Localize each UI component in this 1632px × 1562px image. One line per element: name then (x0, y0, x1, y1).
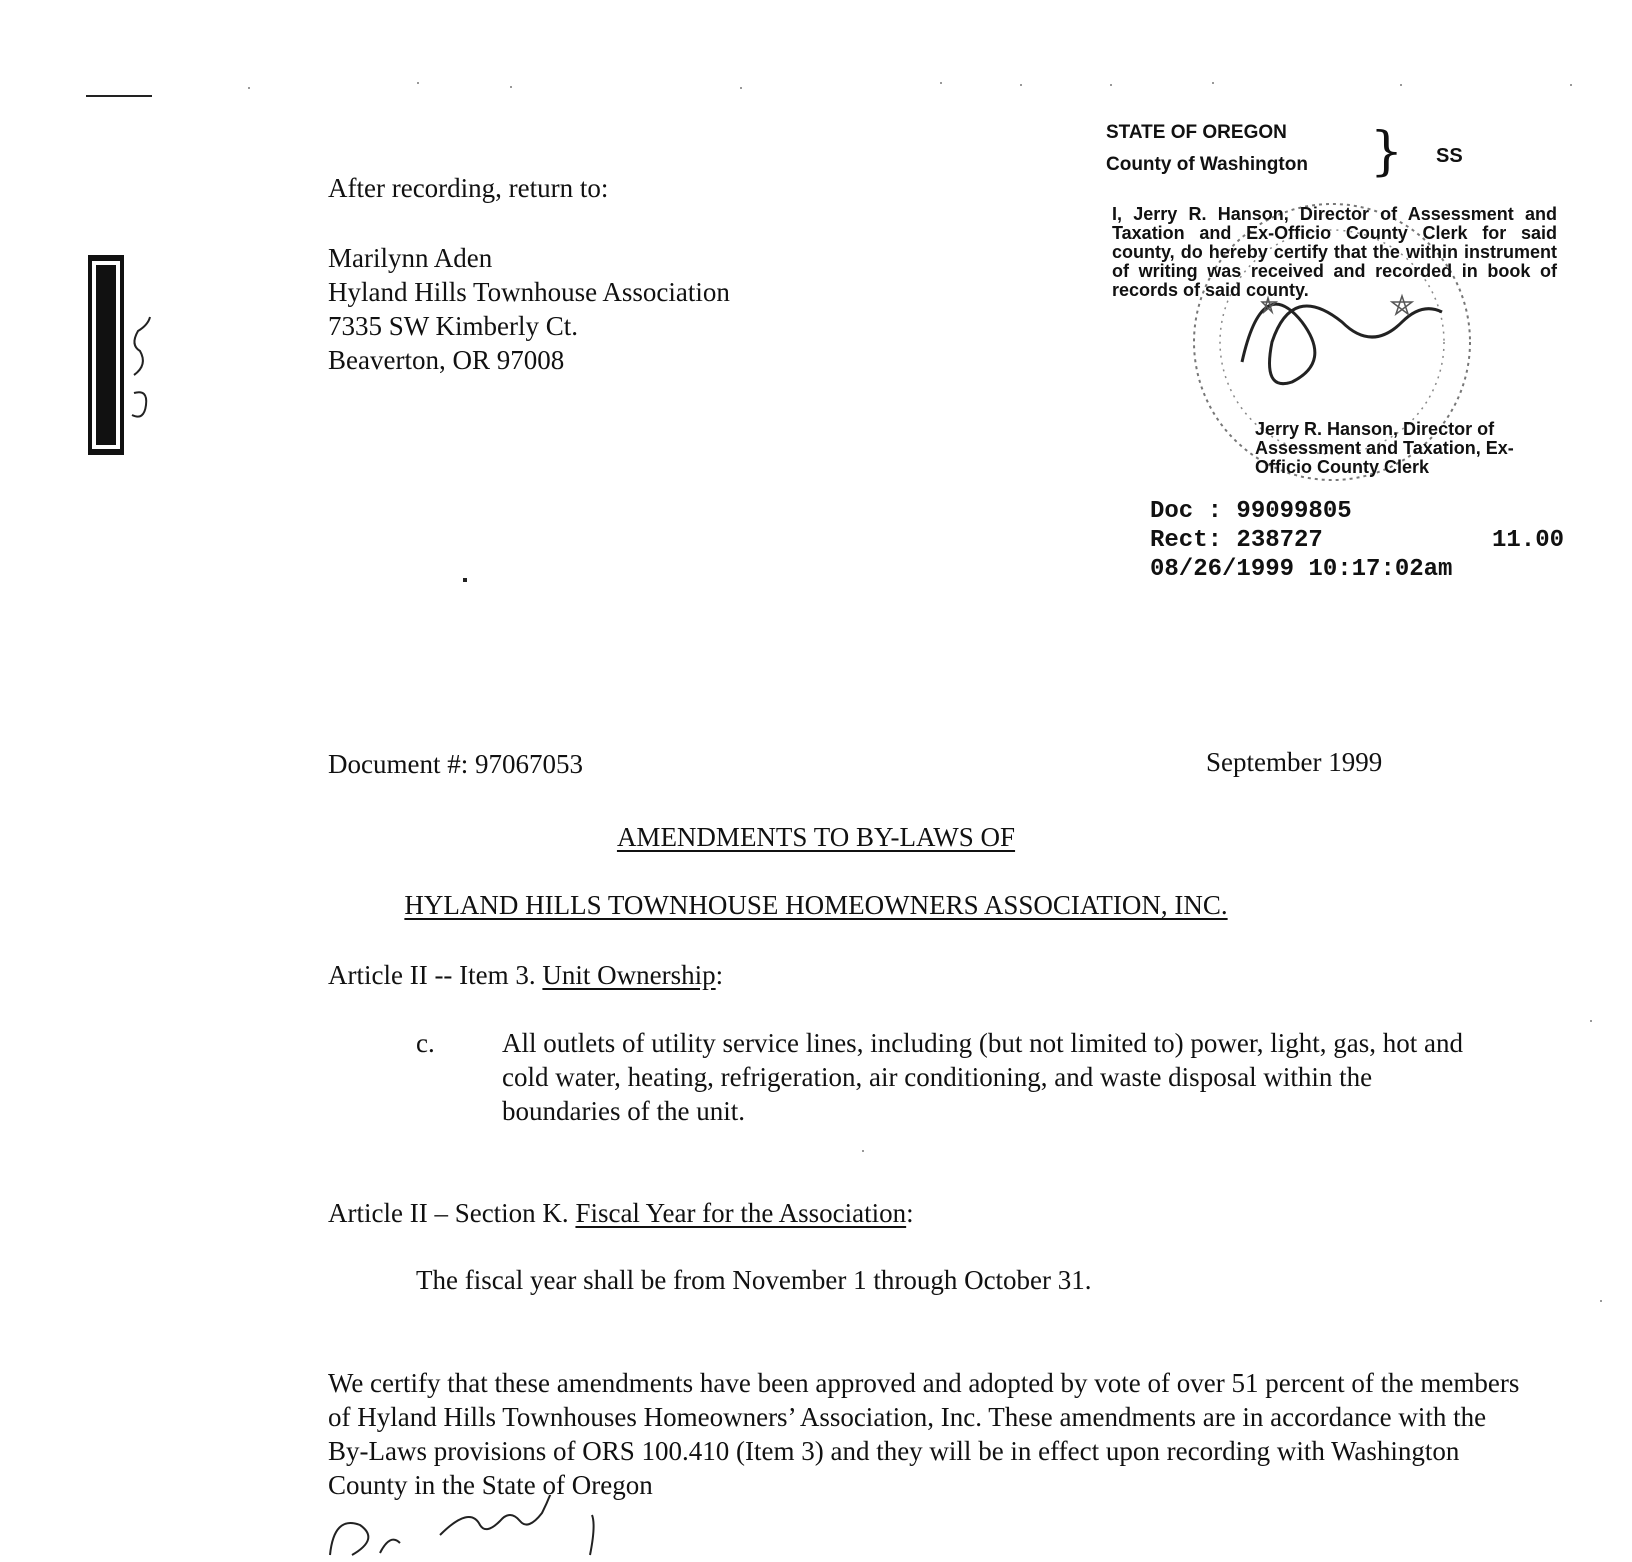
article-label: Article II – Section K. (328, 1198, 576, 1228)
return-line: Marilynn Aden (328, 243, 493, 273)
document-subtitle: HYLAND HILLS TOWNHOUSE HOMEOWNERS ASSOCIATION, INC. (404, 890, 1228, 920)
item-c-text: All outlets of utility service lines, including (but not limited to) power, light, gas, hot and cold water, heating, refrigeration, air conditioning, and waste disposal within the boundaries of the unit. (502, 1028, 1464, 1126)
article-colon: : (906, 1198, 914, 1228)
handwritten-signature (320, 1495, 740, 1557)
document-date: September 1999 (1206, 747, 1383, 777)
return-line: Beaverton, OR 97008 (328, 345, 565, 375)
article-title: Fiscal Year for the Association (575, 1198, 907, 1228)
recorder-doc-number: Doc : 99099805 (1150, 498, 1352, 525)
recorder-signer: Jerry R. Hanson, Director of Assessment and Taxation, Ex-Officio County Clerk (1255, 419, 1514, 477)
header-rule (86, 95, 152, 97)
recorder-fee: 11.00 (1492, 527, 1565, 554)
return-line: 7335 SW Kimberly Ct. (328, 311, 579, 341)
return-address (328, 241, 730, 377)
certification-paragraph: We certify that these amendments have been approved and adopted by vote of over 51 percent of the members of Hyland Hills Townhouses Homeowners’ Association, Inc. These amendments are in accordance with the By-Laws provisions of ORS 100.410 (Item 3) and they will be in effect upon recording with Washington County in the State of Oregon (328, 1368, 1520, 1500)
fiscal-year-text: The fiscal year shall be from November 1 through October 31. (416, 1265, 1092, 1295)
brace-glyph: } (1370, 122, 1404, 182)
article-heading (328, 958, 723, 992)
article-title: Unit Ownership (542, 960, 716, 990)
document-number: Document #: 97067053 (328, 749, 583, 779)
return-heading: After recording, return to: (328, 173, 609, 203)
recorder-state: STATE OF OREGON (1106, 122, 1287, 143)
return-line: Hyland Hills Townhouse Association (328, 277, 730, 307)
article-colon: : (715, 960, 724, 990)
recorder-timestamp: 08/26/1999 10:17:02am (1150, 556, 1453, 583)
article-label: Article II -- Item 3. (328, 960, 543, 990)
recorder-header (1106, 122, 1566, 182)
article-heading (328, 1196, 914, 1230)
recorder-certificate: I, Jerry R. Hanson, Director of Assessment and Taxation and Ex-Officio County Clerk for said county, do hereby certify that the within instrument of writing was received and recorded in book of records of said county. (1112, 204, 1557, 300)
document-title: AMENDMENTS TO BY-LAWS OF (616, 822, 1016, 852)
recorder-receipt: Rect: 238727 (1150, 527, 1323, 554)
item-letter: c. (416, 1028, 435, 1058)
received-date-stamp (88, 255, 152, 455)
recorder-ss: SS (1436, 145, 1463, 167)
recorder-county: County of Washington (1106, 154, 1308, 175)
